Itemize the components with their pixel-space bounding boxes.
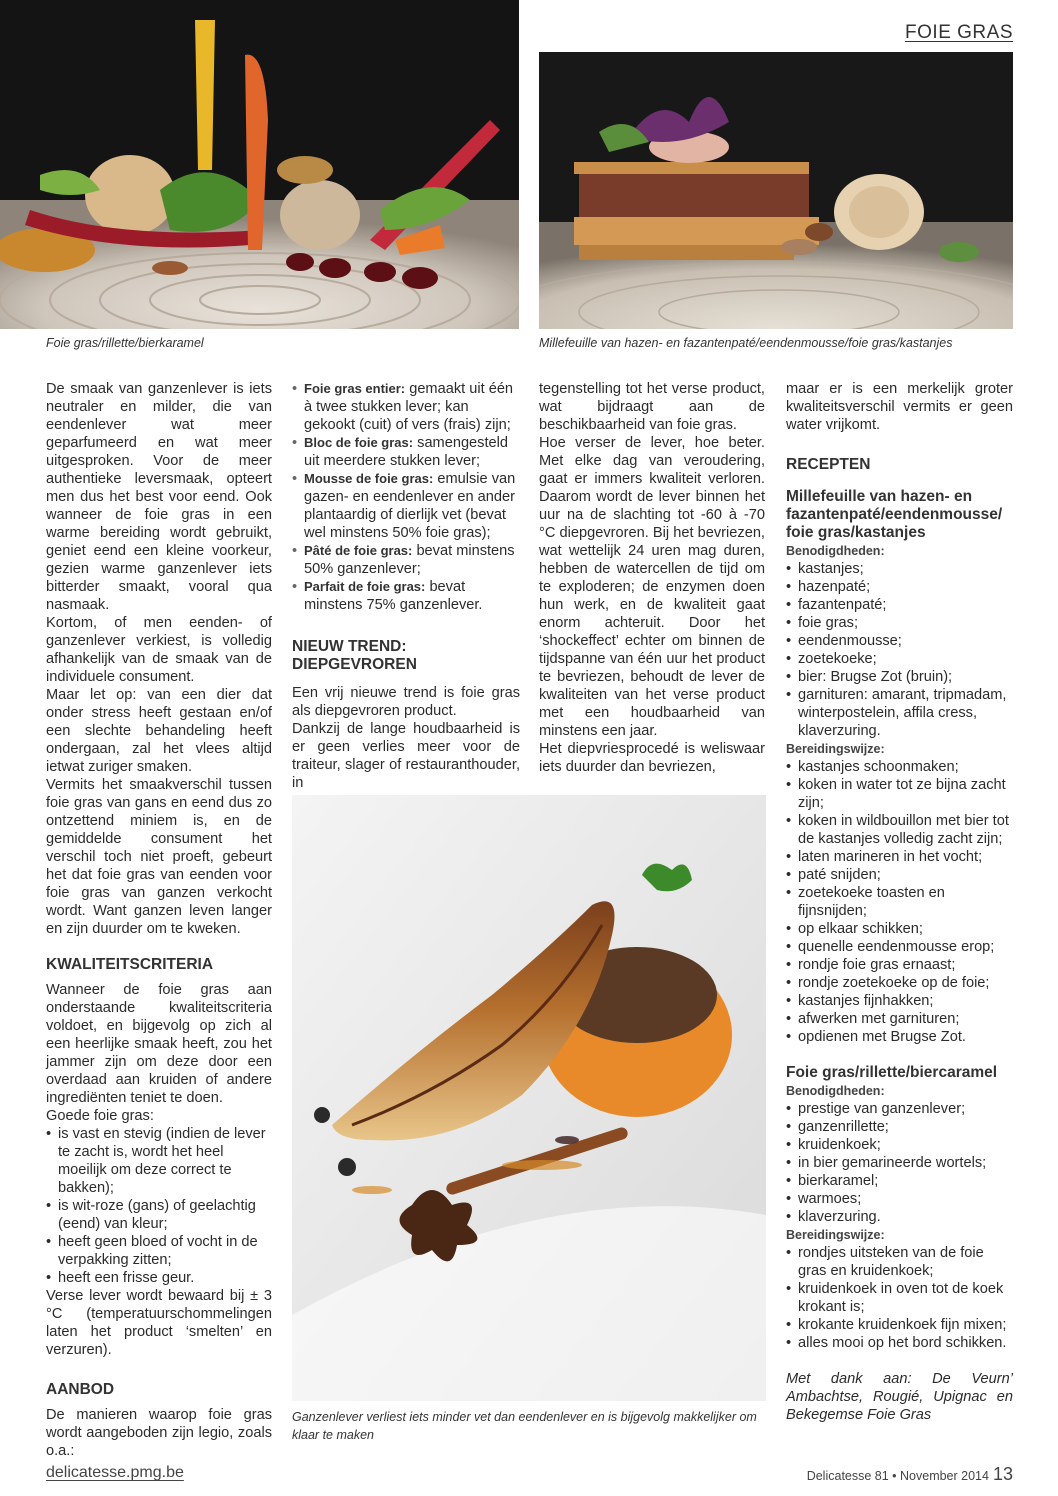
quality-list <box>46 1125 272 1287</box>
list-item: • warmoes; <box>786 1190 1013 1208</box>
list-item: • garnituren: amarant, tripmadam, winterpostelein, affila cress, klaverzuring. <box>786 686 1013 740</box>
column-2 <box>292 380 520 792</box>
heading-aanbod: AANBOD <box>46 1381 115 1398</box>
paragraph: tegenstelling tot het verse product, wat bijdraagt aan de beschikbaarheid van foie gras. <box>539 381 765 433</box>
paragraph: Het diepvriesprocedé is weliswaar iets duurder dan bevriezen, <box>539 741 765 775</box>
list-item: • rondjes uitsteken van de foie gras en kruidenkoek; <box>786 1244 1013 1280</box>
list-item: • ganzenrillette; <box>786 1118 1013 1136</box>
photo-caption-2: Millefeuille van hazen- en fazantenpaté/eendenmousse/foie gras/kastanjes <box>539 336 953 350</box>
ingredients-label: Benodigdheden: <box>786 544 885 558</box>
list-item: • quenelle eendenmousse erop; <box>786 938 1013 956</box>
list-item: • zoetekoeke; <box>786 650 1013 668</box>
acknowledgements: Met dank aan: De Veurn’ Ambachtse, Rougié, Upignac en Bekegemse Foie Gras <box>786 1371 1013 1423</box>
list-item: • opdienen met Brugse Zot. <box>786 1028 1013 1046</box>
list-item: • hazenpaté; <box>786 578 1013 596</box>
paragraph: Wanneer de foie gras aan onderstaande kwaliteitscriteria voldoet, en bijgevolg op zich al een heerlijke smaak heeft, zou het jammer zijn om deze door een overdaad aan kruiden of andere ingrediënten teniet te doen. <box>46 982 272 1106</box>
column-4 <box>786 380 1013 1424</box>
list-item: • zoetekoeke toasten en fijnsnijden; <box>786 884 1013 920</box>
list-item: • op elkaar schikken; <box>786 920 1013 938</box>
list-item: • heeft geen bloed of vocht in de verpakking zitten; <box>46 1233 272 1269</box>
ingredients-list <box>786 560 1013 740</box>
list-item: • koken in wildbouillon met bier tot de kastanjes volledig zacht zijn; <box>786 812 1013 848</box>
heading-diepgevroren: DIEPGEVROREN <box>292 656 417 673</box>
list-item: • kastanjes schoonmaken; <box>786 758 1013 776</box>
aanbod-list <box>292 380 520 614</box>
heading-nieuw-trend: NIEUW TREND: <box>292 638 407 655</box>
list-item: • krokante kruidenkoek fijn mixen; <box>786 1316 1013 1334</box>
list-item: • is wit-roze (gans) of geelachtig (eend) van kleur; <box>46 1197 272 1233</box>
list-item: • klaverzuring. <box>786 1208 1013 1226</box>
list-item: • rondje foie gras ernaast; <box>786 956 1013 974</box>
list-item: • kastanjes; <box>786 560 1013 578</box>
issue-info: Delicatesse 81 • November 2014 <box>806 1469 989 1483</box>
column-1 <box>46 380 272 1460</box>
paragraph: Kortom, of men eenden- of ganzenlever verkiest, is volledig afhankelijk van de smaak van de individuele consument. <box>46 615 272 685</box>
list-item: • afwerken met garnituren; <box>786 1010 1013 1028</box>
photo-ganzenlever <box>292 795 766 1401</box>
paragraph: De smaak van ganzenlever is iets neutraler en milder, die van eendenlever wat meer geparfumeerd en wat meer uitgesproken. Voor de meer authentieke leversmaak, opteert men dus het best voor eend. Ook wanneer de foie gras in een warme bereiding wordt gebruikt, geniet eend een kleine voorkeur, gezien warme ganzenlever iets bitterder smaakt, vooral qua nasmaak. <box>46 381 272 613</box>
method-label: Bereidingswijze: <box>786 742 885 756</box>
list-item: • Pâté de foie gras: bevat minstens 50% ganzenlever; <box>292 542 520 578</box>
list-item: • koken in water tot ze bijna zacht zijn; <box>786 776 1013 812</box>
list-item: • heeft een frisse geur. <box>46 1269 272 1287</box>
list-item: • Mousse de foie gras: emulsie van gazen- en eendenlever en ander plantaardig of dierlijk vet (bevat wel minstens 50% foie gras); <box>292 470 520 542</box>
photo-foie-gras-rillette <box>0 0 519 329</box>
list-item: • eendenmousse; <box>786 632 1013 650</box>
paragraph: Een vrij nieuwe trend is foie gras als diepgevroren product. <box>292 685 520 719</box>
list-item: • bier: Brugse Zot (bruin); <box>786 668 1013 686</box>
list-item: • is vast en stevig (indien de lever te zacht is, wordt het heel moeilijk om deze correct te bakken); <box>46 1125 272 1197</box>
heading-recepten: RECEPTEN <box>786 456 871 473</box>
list-item: • prestige van ganzenlever; <box>786 1100 1013 1118</box>
method-list <box>786 758 1013 1046</box>
photo-caption-3: Ganzenlever verliest iets minder vet dan eendenlever en is bijgevolg makkelijker om klaar te maken <box>292 1410 757 1442</box>
list-item: • paté snijden; <box>786 866 1013 884</box>
paragraph: Verse lever wordt bewaard bij ± 3 °C (temperatuurschommelingen laten het product ‘smelten’ en verzuren). <box>46 1288 272 1358</box>
recipe-title: Millefeuille van hazen- en fazantenpaté/eendenmousse/ foie gras/kastanjes <box>786 488 1003 541</box>
paragraph: Goede foie gras: <box>46 1108 154 1124</box>
heading-kwaliteitscriteria: KWALITEITSCRITERIA <box>46 956 214 973</box>
method-list <box>786 1244 1013 1352</box>
list-item: • fazantenpaté; <box>786 596 1013 614</box>
column-3 <box>539 380 765 776</box>
list-item: • in bier gemarineerde wortels; <box>786 1154 1013 1172</box>
photo-millefeuille <box>539 52 1013 329</box>
paragraph: Dankzij de lange houdbaarheid is er geen verlies meer voor de traiteur, slager of restauranthouder, in <box>292 721 520 791</box>
website-link[interactable]: delicatesse.pmg.be <box>46 1464 184 1481</box>
list-item: • foie gras; <box>786 614 1013 632</box>
list-item: • rondje zoetekoeke op de foie; <box>786 974 1013 992</box>
list-item: • alles mooi op het bord schikken. <box>786 1334 1013 1352</box>
list-item: • Foie gras entier: gemaakt uit één à twee stukken lever; kan gekookt (cuit) of vers (frais) zijn; <box>292 380 520 434</box>
recipe-title: Foie gras/rillette/biercaramel <box>786 1064 998 1081</box>
paragraph: De manieren waarop foie gras wordt aangeboden zijn legio, zoals o.a.: <box>46 1407 272 1459</box>
paragraph: Maar let op: van een dier dat onder stress heeft gestaan en/of een slechte behandeling heeft ondergaan, zal het vlees altijd ietwat zuriger smaken. <box>46 687 272 775</box>
paragraph: Hoe verser de lever, hoe beter. Met elke dag van veroudering, gaat er immers kwaliteit verloren. Daarom wordt de lever binnen het uur na de slachting tot -60 à -70 °C diepgevroren. Bij het bevriezen, wat wettelijk 24 uren mag duren, hebben de watercellen de tijd om te exploderen; de enzymen doen hun werk, en de kwaliteit gaat enorm achteruit. Door het ‘shockeffect’ echter om binnen de tijdspanne van één uur het product te bevriezen, behoudt de lever de kwaliteiten van het verse product met een houdbaarheid van minstens een jaar. <box>539 435 765 739</box>
ingredients-list <box>786 1100 1013 1226</box>
list-item: • Parfait de foie gras: bevat minstens 75% ganzenlever. <box>292 578 520 614</box>
list-item: • kruidenkoek in oven tot de koek krokant is; <box>786 1280 1013 1316</box>
section-title: FOIE GRAS <box>905 22 1013 43</box>
list-item: • kruidenkoek; <box>786 1136 1013 1154</box>
page-footer <box>807 1464 1013 1485</box>
page-number: 13 <box>992 1464 1013 1484</box>
list-item: • kastanjes fijnhakken; <box>786 992 1013 1010</box>
list-item: • Bloc de foie gras: samengesteld uit meerdere stukken lever; <box>292 434 520 470</box>
ingredients-label: Benodigdheden: <box>786 1084 885 1098</box>
paragraph: maar er is een merkelijk groter kwaliteitsverschil vermits er geen water vrijkomt. <box>786 381 1013 433</box>
photo-caption-1: Foie gras/rillette/bierkaramel <box>46 336 204 350</box>
paragraph: Vermits het smaakverschil tussen foie gras van gans en eend dus zo ontzettend miniem is, en de gemiddelde consument het verschil toch niet proeft, gebeurt het dat foie gras van eenden voor foie gras van ganzen verkocht wordt. Want ganzen leven langer en zijn duurder om te kweken. <box>46 777 272 937</box>
list-item: • bierkaramel; <box>786 1172 1013 1190</box>
list-item: • laten marineren in het vocht; <box>786 848 1013 866</box>
method-label: Bereidingswijze: <box>786 1228 885 1242</box>
